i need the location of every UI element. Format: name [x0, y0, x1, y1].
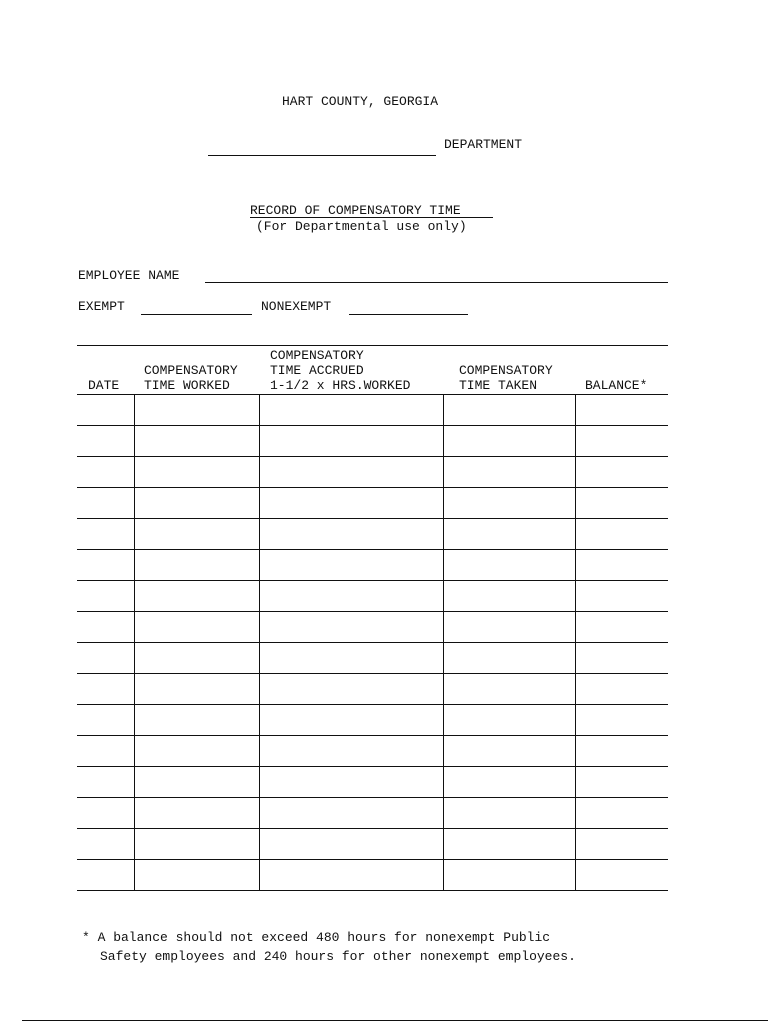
- table-cell[interactable]: [575, 550, 668, 581]
- table-cell[interactable]: [575, 395, 668, 426]
- table-row: [77, 612, 668, 643]
- table-row: [77, 798, 668, 829]
- column-header-date: [77, 346, 134, 395]
- column-header-line: COMPENSATORY: [144, 363, 238, 378]
- table-cell[interactable]: [77, 395, 134, 426]
- column-header-line: TIME TAKEN: [459, 378, 538, 393]
- table-cell[interactable]: [575, 519, 668, 550]
- table-cell[interactable]: [575, 767, 668, 798]
- table-cell[interactable]: [575, 426, 668, 457]
- table-cell[interactable]: [77, 457, 134, 488]
- table-cell[interactable]: [259, 736, 443, 767]
- table-row: [77, 736, 668, 767]
- table-cell[interactable]: [134, 581, 259, 612]
- table-cell[interactable]: [134, 426, 259, 457]
- column-header-line: TIME ACCRUED: [270, 363, 364, 378]
- footnote-line-2: Safety employees and 240 hours for other nonexempt employees.: [100, 949, 576, 964]
- table-cell[interactable]: [443, 736, 575, 767]
- county-heading: HART COUNTY, GEORGIA: [282, 94, 439, 109]
- table-cell[interactable]: [443, 767, 575, 798]
- exempt-label: EXEMPT: [78, 299, 125, 314]
- table-cell[interactable]: [443, 550, 575, 581]
- table-cell[interactable]: [575, 488, 668, 519]
- column-header-line: 1-1/2 x HRS.WORKED: [270, 378, 411, 393]
- column-header-line: DATE: [88, 378, 120, 393]
- department-label: DEPARTMENT: [444, 137, 523, 152]
- table-cell[interactable]: [77, 426, 134, 457]
- table-cell[interactable]: [134, 674, 259, 705]
- column-header-time-worked: [134, 346, 259, 395]
- table-cell[interactable]: [134, 457, 259, 488]
- table-row: [77, 519, 668, 550]
- employee-name-label: EMPLOYEE NAME: [78, 268, 180, 283]
- table-cell[interactable]: [575, 643, 668, 674]
- table-cell[interactable]: [443, 860, 575, 891]
- exempt-field[interactable]: [141, 314, 252, 315]
- table-cell[interactable]: [77, 705, 134, 736]
- employee-name-field[interactable]: [205, 282, 668, 283]
- table-cell[interactable]: [443, 705, 575, 736]
- footnote-line-1: * A balance should not exceed 480 hours for nonexempt Public: [82, 930, 551, 945]
- column-header-balance: [575, 346, 668, 395]
- table-cell[interactable]: [259, 519, 443, 550]
- table-cell[interactable]: [77, 674, 134, 705]
- table-cell[interactable]: [575, 705, 668, 736]
- table-cell[interactable]: [134, 798, 259, 829]
- table-header-row: [77, 346, 668, 395]
- table-cell[interactable]: [134, 736, 259, 767]
- table-cell[interactable]: [575, 457, 668, 488]
- page-bottom-rule: [22, 1020, 768, 1021]
- table-row: [77, 581, 668, 612]
- nonexempt-field[interactable]: [349, 314, 468, 315]
- table-cell[interactable]: [575, 860, 668, 891]
- table-cell[interactable]: [443, 674, 575, 705]
- table-cell[interactable]: [134, 550, 259, 581]
- table-cell[interactable]: [134, 519, 259, 550]
- table-cell[interactable]: [134, 705, 259, 736]
- table-cell[interactable]: [77, 488, 134, 519]
- form-title-underline: [250, 217, 493, 218]
- table-cell[interactable]: [575, 581, 668, 612]
- table-cell[interactable]: [259, 488, 443, 519]
- table-cell[interactable]: [443, 612, 575, 643]
- table-cell[interactable]: [259, 829, 443, 860]
- table-row: [77, 767, 668, 798]
- table-cell[interactable]: [443, 829, 575, 860]
- table-row: [77, 674, 668, 705]
- table-row: [77, 860, 668, 891]
- table-cell[interactable]: [77, 643, 134, 674]
- table-cell[interactable]: [259, 674, 443, 705]
- table-row: [77, 488, 668, 519]
- form-subtitle: (For Departmental use only): [256, 219, 467, 234]
- department-field[interactable]: [208, 155, 436, 156]
- column-header-time-accrued: [259, 346, 443, 395]
- table-cell[interactable]: [575, 674, 668, 705]
- table-cell[interactable]: [443, 798, 575, 829]
- column-header-line: COMPENSATORY: [270, 348, 364, 363]
- table-cell[interactable]: [443, 581, 575, 612]
- table-cell[interactable]: [259, 798, 443, 829]
- table-cell[interactable]: [134, 395, 259, 426]
- table-cell[interactable]: [259, 860, 443, 891]
- compensatory-time-table: [77, 345, 668, 891]
- table-cell[interactable]: [77, 798, 134, 829]
- table-cell[interactable]: [575, 798, 668, 829]
- table-row: [77, 395, 668, 426]
- table-cell[interactable]: [575, 736, 668, 767]
- table-cell[interactable]: [134, 767, 259, 798]
- table-cell[interactable]: [134, 829, 259, 860]
- table-cell[interactable]: [77, 519, 134, 550]
- form-title: RECORD OF COMPENSATORY TIME: [250, 203, 461, 218]
- column-header-line: BALANCE*: [585, 378, 648, 393]
- table-cell[interactable]: [259, 395, 443, 426]
- column-header-line: TIME WORKED: [144, 378, 230, 393]
- table-cell[interactable]: [443, 457, 575, 488]
- table-cell[interactable]: [259, 581, 443, 612]
- table-cell[interactable]: [259, 426, 443, 457]
- table-cell[interactable]: [443, 643, 575, 674]
- table-row: [77, 829, 668, 860]
- table-row: [77, 426, 668, 457]
- nonexempt-label: NONEXEMPT: [261, 299, 332, 314]
- table-row: [77, 643, 668, 674]
- table-row: [77, 457, 668, 488]
- table-cell[interactable]: [77, 860, 134, 891]
- table-cell[interactable]: [259, 550, 443, 581]
- table-cell[interactable]: [77, 612, 134, 643]
- table-cell[interactable]: [443, 519, 575, 550]
- table-cell[interactable]: [259, 457, 443, 488]
- table-cell[interactable]: [134, 488, 259, 519]
- table-row: [77, 705, 668, 736]
- table-cell[interactable]: [77, 736, 134, 767]
- table-cell[interactable]: [259, 705, 443, 736]
- table-cell[interactable]: [259, 612, 443, 643]
- table-row: [77, 550, 668, 581]
- table-cell[interactable]: [575, 829, 668, 860]
- table-cell[interactable]: [443, 488, 575, 519]
- table-cell[interactable]: [134, 612, 259, 643]
- table-cell[interactable]: [77, 581, 134, 612]
- column-header-line: COMPENSATORY: [459, 363, 553, 378]
- table-cell[interactable]: [134, 643, 259, 674]
- table-cell[interactable]: [259, 767, 443, 798]
- table-cell[interactable]: [443, 395, 575, 426]
- table-cell[interactable]: [259, 643, 443, 674]
- column-header-time-taken: [443, 346, 575, 395]
- table-cell[interactable]: [575, 612, 668, 643]
- table-cell[interactable]: [77, 550, 134, 581]
- table-body: [77, 395, 668, 891]
- table-cell[interactable]: [77, 767, 134, 798]
- table-cell[interactable]: [443, 426, 575, 457]
- table-cell[interactable]: [134, 860, 259, 891]
- table-cell[interactable]: [77, 829, 134, 860]
